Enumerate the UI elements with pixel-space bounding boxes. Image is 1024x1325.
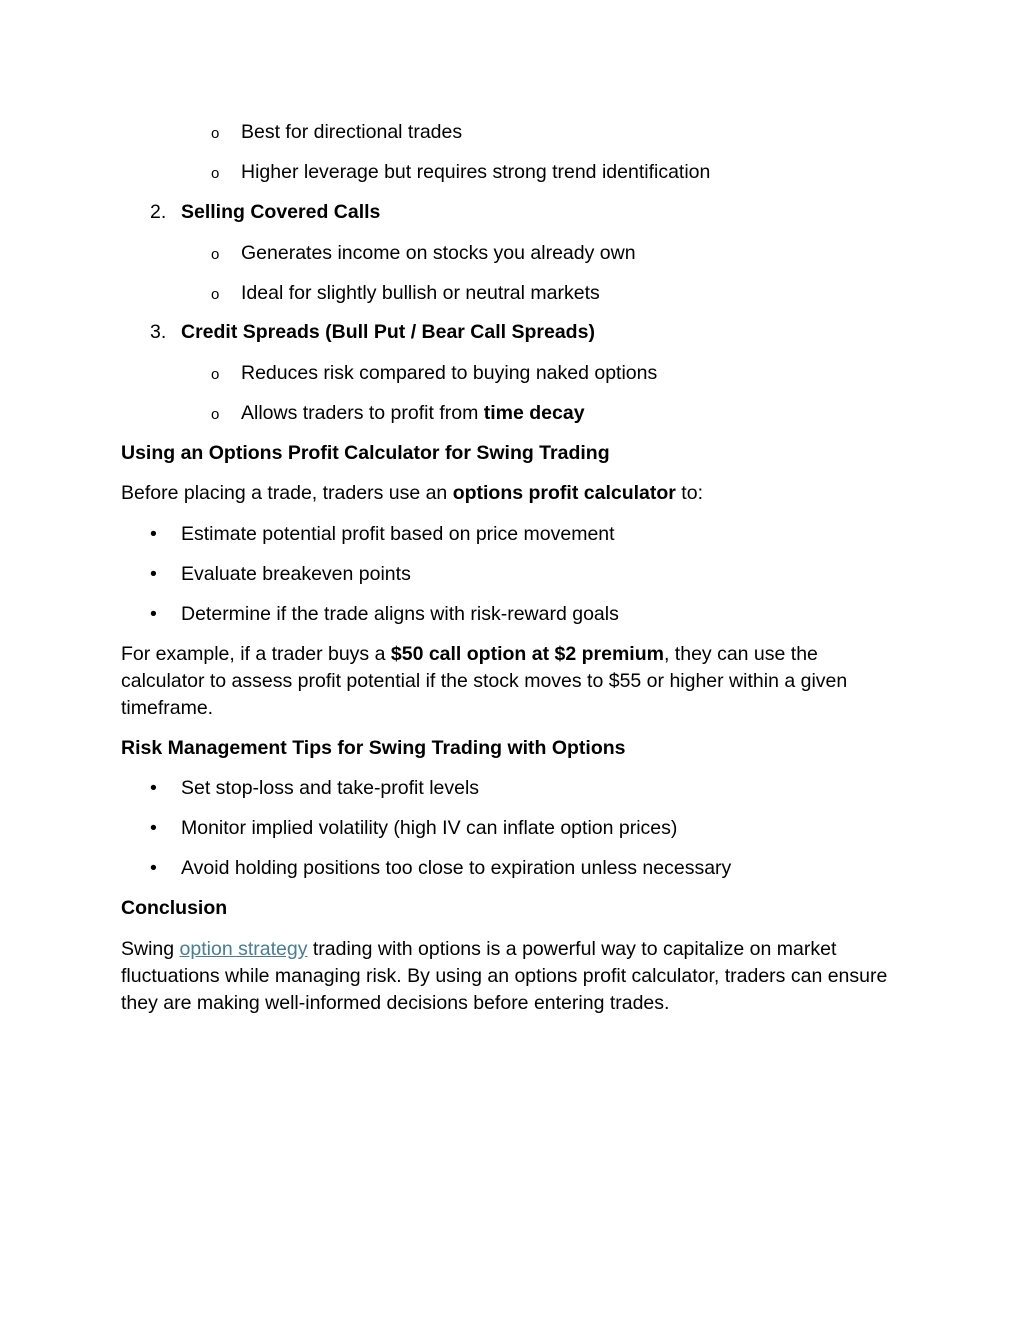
- sub-bullet-marker: o: [211, 286, 220, 303]
- section-heading-conclusion: Conclusion: [121, 897, 228, 919]
- bullet-marker: •: [150, 563, 157, 585]
- risk-bullet-2: Monitor implied volatility (high IV can inflate option prices): [181, 817, 678, 839]
- sub-bullet-marker: o: [211, 165, 220, 182]
- bullet-marker: •: [150, 603, 157, 625]
- list-item-3-title: Credit Spreads (Bull Put / Bear Call Spreads): [181, 321, 595, 343]
- list-number-2: 2.: [150, 201, 167, 223]
- calculator-bullet-3: Determine if the trade aligns with risk-reward goals: [181, 603, 619, 625]
- list-item-2-title: Selling Covered Calls: [181, 201, 381, 223]
- section-heading-calculator: Using an Options Profit Calculator for Swing Trading: [121, 442, 610, 464]
- sub-bullet-marker: o: [211, 406, 220, 423]
- calculator-intro: Before placing a trade, traders use an options profit calculator to:: [121, 482, 703, 504]
- conclusion-paragraph: Swing option strategy trading with options is a powerful way to capitalize on market fluctuations while managing risk. By using an options profit calculator, traders can ensure they are making well-informed decisions before entering trades.: [121, 938, 888, 1014]
- risk-bullet-3: Avoid holding positions too close to expiration unless necessary: [181, 857, 732, 879]
- list-number-3: 3.: [150, 321, 167, 343]
- bullet-marker: •: [150, 817, 157, 839]
- option-strategy-link[interactable]: option strategy: [179, 938, 308, 960]
- list-item-3-sub-1: Reduces risk compared to buying naked options: [241, 362, 658, 384]
- list-item-2-sub-1: Generates income on stocks you already own: [241, 242, 636, 264]
- list-item-2-sub-2: Ideal for slightly bullish or neutral markets: [241, 282, 600, 304]
- list-item-1-sub-2: Higher leverage but requires strong trend identification: [241, 161, 711, 183]
- risk-bullet-1: Set stop-loss and take-profit levels: [181, 777, 480, 799]
- list-item-1-sub-1: Best for directional trades: [241, 121, 463, 143]
- calculator-bullet-2: Evaluate breakeven points: [181, 563, 411, 585]
- sub-bullet-marker: o: [211, 125, 220, 142]
- list-item-3-sub-2: Allows traders to profit from time decay: [241, 402, 585, 424]
- bullet-marker: •: [150, 523, 157, 545]
- section-heading-risk: Risk Management Tips for Swing Trading with Options: [121, 737, 626, 759]
- example-paragraph: For example, if a trader buys a $50 call option at $2 premium, they can use the calculator to assess profit potential if the stock moves to $55 or higher within a given timeframe.: [121, 643, 848, 719]
- sub-bullet-marker: o: [211, 246, 220, 263]
- sub-bullet-marker: o: [211, 366, 220, 383]
- bullet-marker: •: [150, 777, 157, 799]
- calculator-bullet-1: Estimate potential profit based on price movement: [181, 523, 615, 545]
- bullet-marker: •: [150, 857, 157, 879]
